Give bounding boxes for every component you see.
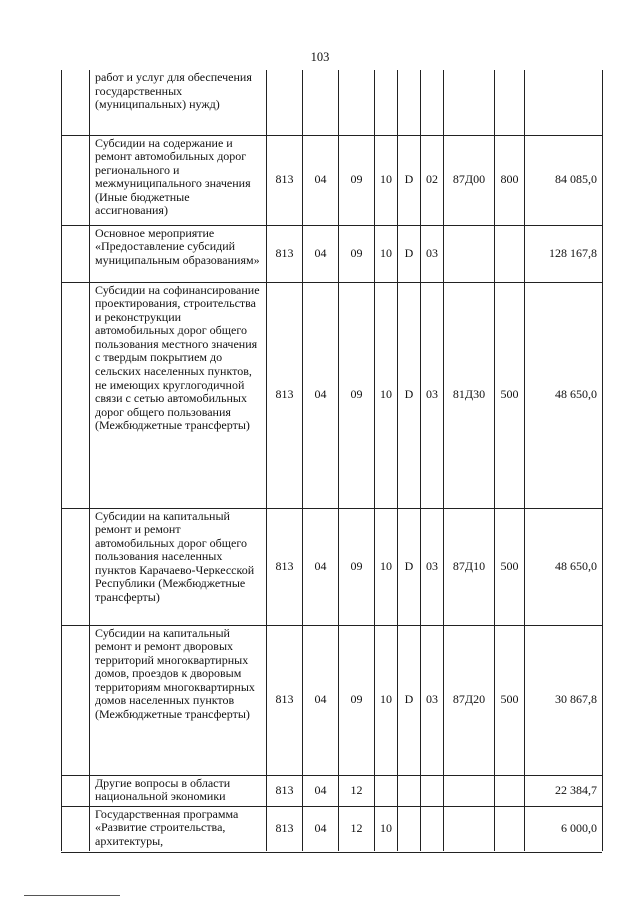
blank-cell (62, 225, 90, 282)
cell-p3: 03 (421, 508, 444, 625)
cell-name: Основное мероприятие «Предоставление субсидий муниципальным образованиям» (90, 225, 267, 282)
cell-p4: 87Д10 (444, 508, 495, 625)
cell-ved (267, 70, 303, 135)
cell-p3 (421, 70, 444, 135)
cell-sum: 22 384,7 (525, 775, 603, 806)
cell-p2: D (398, 135, 421, 225)
cell-ved: 813 (267, 135, 303, 225)
cell-name: Субсидии на софинансирование проектирования, строительства и реконструкции автомобильных дорог общего пользования местного значения с твердым покрытием до сельских населенных пунктов, не имеющих круглогодичной связи с сетью автомобильных дорог общего пользования (Межбюджетные трансферты) (90, 282, 267, 508)
cell-p2: D (398, 508, 421, 625)
cell-ved: 813 (267, 225, 303, 282)
cell-p4 (444, 225, 495, 282)
cell-rz: 04 (303, 225, 339, 282)
cell-p3 (421, 806, 444, 851)
cell-sum (525, 70, 603, 135)
cell-p4: 87Д20 (444, 625, 495, 775)
cell-p4 (444, 70, 495, 135)
cell-p2 (398, 806, 421, 851)
cell-p3: 03 (421, 225, 444, 282)
table-row (62, 625, 603, 775)
cell-p2: D (398, 225, 421, 282)
cell-p3: 03 (421, 282, 444, 508)
footer-line (24, 895, 120, 896)
cell-p1: 10 (375, 282, 398, 508)
cell-p2 (398, 775, 421, 806)
cell-sum: 48 650,0 (525, 508, 603, 625)
cell-p3: 02 (421, 135, 444, 225)
table-row (62, 282, 603, 508)
cell-pr: 12 (339, 775, 375, 806)
table-row (62, 508, 603, 625)
cell-pr (339, 70, 375, 135)
cell-p2 (398, 70, 421, 135)
cell-rz (303, 70, 339, 135)
cell-p4: 87Д00 (444, 135, 495, 225)
cell-pr: 09 (339, 282, 375, 508)
table-bottom-rule (61, 852, 602, 853)
cell-sum: 30 867,8 (525, 625, 603, 775)
cell-ved: 813 (267, 282, 303, 508)
cell-p4 (444, 806, 495, 851)
cell-p2: D (398, 282, 421, 508)
cell-sum: 84 085,0 (525, 135, 603, 225)
table-row (62, 70, 603, 135)
cell-vr: 500 (495, 508, 525, 625)
cell-p4 (444, 775, 495, 806)
cell-p3 (421, 775, 444, 806)
blank-cell (62, 508, 90, 625)
cell-p1 (375, 775, 398, 806)
cell-rz: 04 (303, 806, 339, 851)
blank-cell (62, 135, 90, 225)
table-row (62, 775, 603, 806)
cell-name: Субсидии на содержание и ремонт автомобильных дорог регионального и межмуниципального значения (Иные бюджетные ассигнования) (90, 135, 267, 225)
blank-cell (62, 806, 90, 851)
cell-p1: 10 (375, 508, 398, 625)
cell-sum: 6 000,0 (525, 806, 603, 851)
cell-vr: 500 (495, 625, 525, 775)
cell-vr: 800 (495, 135, 525, 225)
cell-rz: 04 (303, 135, 339, 225)
cell-name: Другие вопросы в области национальной экономики (90, 775, 267, 806)
cell-p1: 10 (375, 806, 398, 851)
budget-table (61, 70, 603, 851)
cell-sum: 48 650,0 (525, 282, 603, 508)
cell-pr: 09 (339, 225, 375, 282)
table-row (62, 135, 603, 225)
cell-ved: 813 (267, 625, 303, 775)
cell-vr (495, 806, 525, 851)
cell-pr: 09 (339, 135, 375, 225)
cell-vr (495, 70, 525, 135)
cell-pr: 09 (339, 625, 375, 775)
blank-cell (62, 70, 90, 135)
cell-vr: 500 (495, 282, 525, 508)
cell-vr (495, 225, 525, 282)
cell-p1: 10 (375, 625, 398, 775)
cell-pr: 12 (339, 806, 375, 851)
cell-rz: 04 (303, 625, 339, 775)
cell-ved: 813 (267, 775, 303, 806)
cell-p1: 10 (375, 135, 398, 225)
cell-vr (495, 775, 525, 806)
cell-name: Субсидии на капитальный ремонт и ремонт дворовых территорий многоквартирных домов, проездов к дворовым территориям многоквартирных домов населенных пунктов (Межбюджетные трансферты) (90, 625, 267, 775)
cell-p2: D (398, 625, 421, 775)
cell-sum: 128 167,8 (525, 225, 603, 282)
cell-rz: 04 (303, 508, 339, 625)
cell-p4: 81Д30 (444, 282, 495, 508)
blank-cell (62, 775, 90, 806)
cell-rz: 04 (303, 282, 339, 508)
cell-p1: 10 (375, 225, 398, 282)
blank-cell (62, 282, 90, 508)
table-row (62, 225, 603, 282)
cell-name: работ и услуг для обеспечения государственных (муниципальных) нужд) (90, 70, 267, 135)
cell-pr: 09 (339, 508, 375, 625)
cell-name: Государственная программа «Развитие строительства, архитектуры, (90, 806, 267, 851)
cell-ved: 813 (267, 806, 303, 851)
cell-p3: 03 (421, 625, 444, 775)
blank-cell (62, 625, 90, 775)
page-number: 103 (310, 50, 330, 64)
table-row (62, 806, 603, 851)
cell-name: Субсидии на капитальный ремонт и ремонт автомобильных дорог общего пользования населенных пунктов Карачаево-Черкесской Республики (Межбюджетные трансферты) (90, 508, 267, 625)
cell-p1 (375, 70, 398, 135)
cell-ved: 813 (267, 508, 303, 625)
cell-rz: 04 (303, 775, 339, 806)
